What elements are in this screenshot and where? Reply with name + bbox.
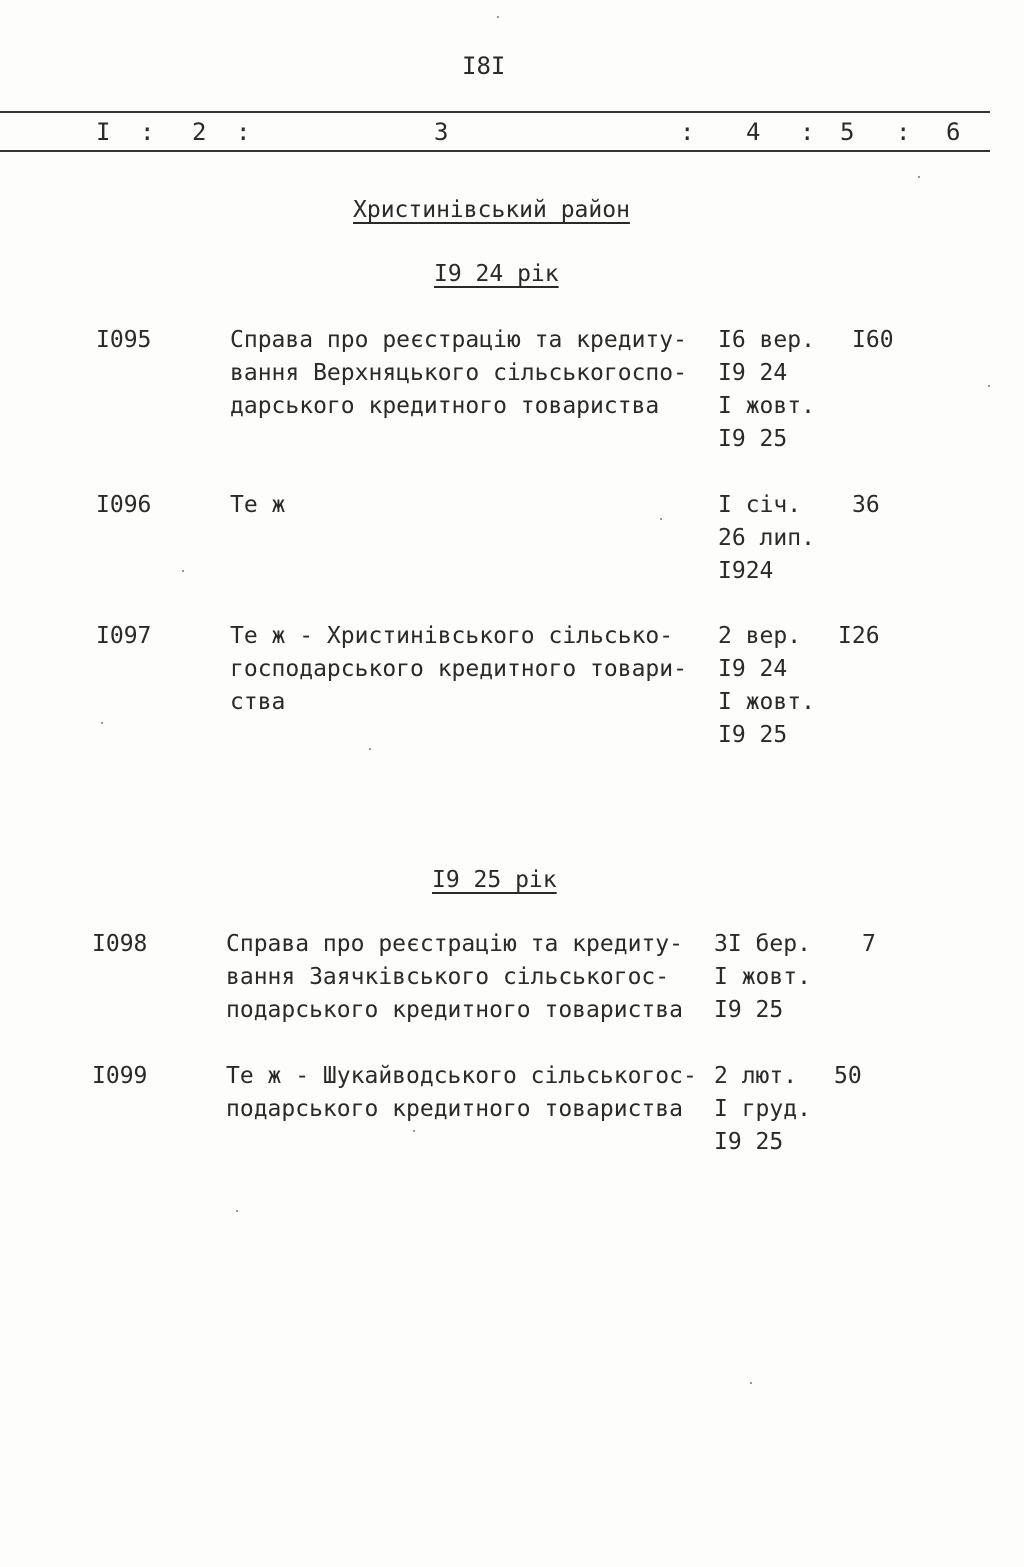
record-number: I098 [92,931,148,957]
column-header-5: 5 [840,118,855,146]
record-description: Справа про реєстрацію та кредиту- [230,327,687,353]
record-date: 26 лип. [718,525,815,551]
record-description: ства [230,689,286,715]
record-description: вання Верхняцького сільськогоспо- [230,360,687,386]
column-separator: : [236,118,251,146]
record-sheets: 7 [862,931,876,957]
record-description: господарського кредитного товари- [230,656,687,682]
record-description: подарського кредитного товариства [226,1096,683,1122]
district-heading: Христинівський район [353,197,630,223]
record-date: 3I бер. [714,931,811,957]
record-date: I924 [718,558,774,584]
scan-speck [413,1130,415,1132]
scan-speck [236,1210,238,1212]
record-number: I097 [96,623,152,649]
column-separator: : [896,118,911,146]
page-number: I8I [462,52,506,80]
column-header-3: 3 [434,118,449,146]
scan-speck [182,570,184,572]
column-header-1: I [96,118,111,146]
scan-speck [918,176,920,178]
year-heading-1924: I9 24 рік [434,261,559,287]
record-sheets: I60 [852,327,894,353]
record-date: I жовт. [718,393,815,419]
record-description: вання Заячківського сільськогос- [226,964,670,990]
column-separator: : [800,118,815,146]
record-description: дарського кредитного товариства [230,393,660,419]
record-date: 2 лют. [714,1063,798,1089]
scan-speck [369,748,371,750]
column-header-6: 6 [946,118,961,146]
scan-speck [497,16,499,18]
header-rule-top [0,111,990,113]
column-separator: : [680,118,695,146]
record-date: I9 24 [718,360,788,386]
record-date: I9 25 [714,997,784,1023]
record-date: I9 25 [718,426,788,452]
record-date: I9 25 [714,1129,784,1155]
record-description: Те ж - Шукайводського сільськогос- [226,1063,697,1089]
record-description: Те ж - Христинівського сільсько- [230,623,674,649]
column-header-4: 4 [746,118,761,146]
record-date: I жовт. [718,689,815,715]
header-rule-bottom [0,150,990,152]
scan-speck [101,722,103,724]
record-date: I груд. [714,1096,811,1122]
record-description: Справа про реєстрацію та кредиту- [226,931,683,957]
record-date: I жовт. [714,964,811,990]
record-date: I9 24 [718,656,788,682]
record-number: I096 [96,492,152,518]
scan-speck [750,1382,752,1384]
record-date: I січ. [718,492,802,518]
record-sheets: 36 [852,492,880,518]
record-date: I9 25 [718,722,788,748]
scan-speck [660,518,662,520]
record-description: Те ж [230,492,286,518]
column-separator: : [140,118,155,146]
record-date: I6 вер. [718,327,815,353]
record-date: 2 вер. [718,623,802,649]
column-header-2: 2 [192,118,207,146]
record-number: I099 [92,1063,148,1089]
record-sheets: 50 [834,1063,862,1089]
year-heading-1925: I9 25 рік [432,867,557,893]
record-number: I095 [96,327,152,353]
record-description: подарського кредитного товариства [226,997,683,1023]
scan-speck [988,385,990,387]
record-sheets: I26 [838,623,880,649]
